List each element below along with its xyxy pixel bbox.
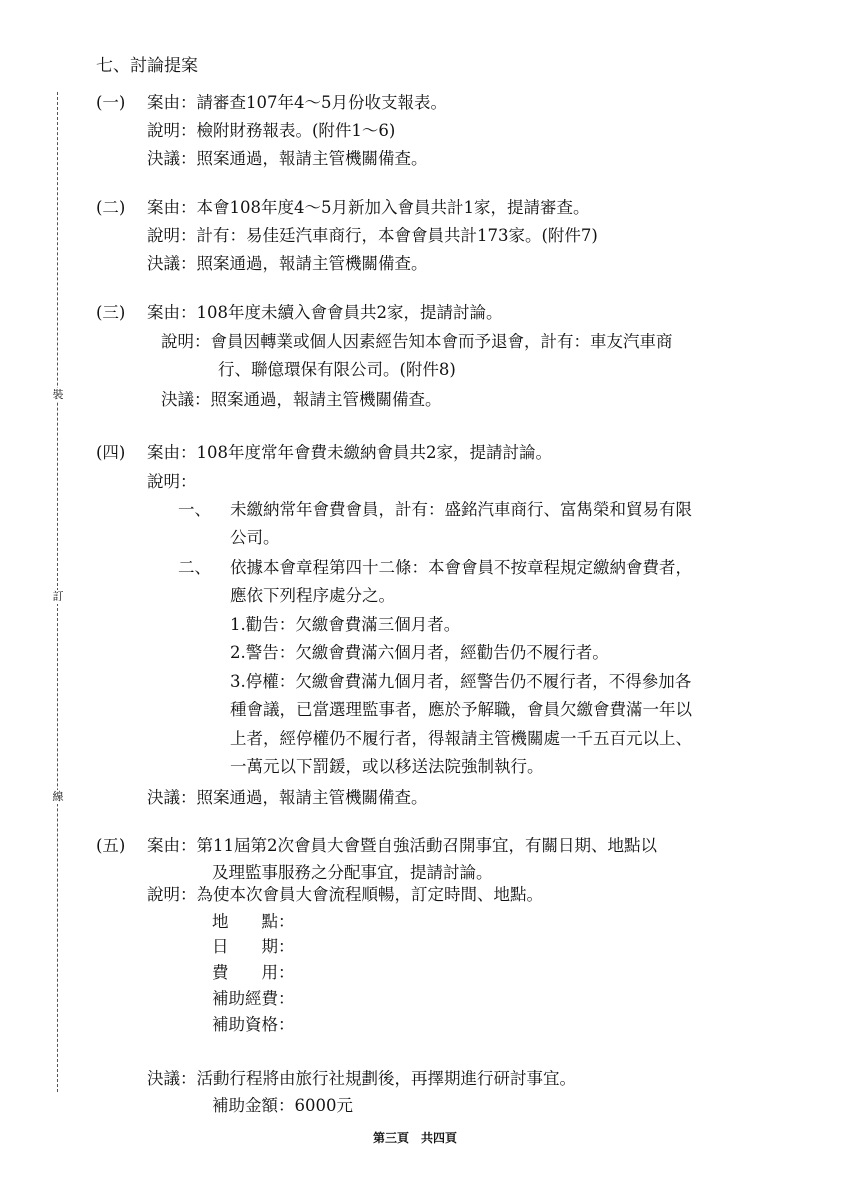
item-5-resolution: 決議：活動行程將由旅行社規劃後，再擇期進行研討事宜。	[147, 1069, 576, 1088]
item-4-sub-1-line-1: 未繳納常年會費會員，計有：盛銘汽車商行、富雋榮和貿易有限	[230, 500, 692, 519]
item-4-step-3-line-2: 種會議，已當選理監事者，應於予解職，會員欠繳會費滿一年以	[230, 700, 692, 719]
item-4-step-3-line-1: 3.停權：欠繳會費滿九個月者，經警告仍不履行者，不得參加各	[230, 672, 692, 691]
item-4-sub-2-label: 二、	[178, 558, 211, 577]
item-4-explain: 說明：	[147, 472, 197, 491]
item-4-number: (四)	[96, 443, 126, 462]
item-2-case: 案由：本會108年度4～5月新加入會員共計1家，提請審查。	[147, 198, 590, 217]
item-1-number: (一)	[96, 93, 126, 112]
item-4-step-2: 2.警告：欠繳會費滿六個月者，經勸告仍不履行者。	[230, 643, 609, 662]
section-title: 七、討論提案	[96, 56, 198, 76]
page-footer: 第三頁 共四頁	[373, 1131, 458, 1145]
item-4-case: 案由：108年度常年會費未繳納會員共2家，提請討論。	[147, 443, 552, 462]
item-5-field-date: 日 期：	[212, 937, 295, 956]
binding-mark-zhuang: 裝	[49, 388, 67, 402]
item-3-explain-line-2: 行、聯億環保有限公司。(附件8)	[218, 360, 456, 379]
item-5-field-qualification: 補助資格：	[212, 1015, 295, 1034]
item-5-case-line-1: 案由：第11屆第2次會員大會暨自強活動召開事宜，有關日期、地點以	[147, 836, 657, 855]
item-2-number: (二)	[96, 198, 126, 217]
item-3-explain-line-1: 說明：會員因轉業或個人因素經告知本會而予退會，計有：車友汽車商	[161, 332, 673, 351]
item-1-resolution: 決議：照案通過，報請主管機關備查。	[147, 149, 428, 168]
item-4-sub-2-line-1: 依據本會章程第四十二條：本會會員不按章程規定繳納會費者，	[230, 558, 692, 577]
binding-mark-xian: 線	[49, 790, 67, 804]
item-5-case-line-2: 及理監事服務之分配事宜，提請討論。	[212, 863, 493, 882]
item-5-explain: 說明：為使本次會員大會流程順暢，訂定時間、地點。	[147, 885, 543, 904]
item-4-step-3-line-4: 一萬元以下罰鍰，或以移送法院強制執行。	[230, 757, 544, 776]
item-3-resolution: 決議：照案通過，報請主管機關備查。	[161, 390, 442, 409]
item-2-explain: 說明：計有：易佳廷汽車商行，本會會員共計173家。(附件7)	[147, 226, 598, 245]
item-3-number: (三)	[96, 303, 126, 322]
item-3-case: 案由：108年度未續入會會員共2家，提請討論。	[147, 303, 503, 322]
binding-mark-ding: 訂	[49, 590, 67, 604]
item-4-step-1: 1.勸告：欠繳會費滿三個月者。	[230, 615, 461, 634]
item-4-sub-1-line-2: 公司。	[230, 528, 280, 547]
item-5-number: (五)	[96, 836, 126, 855]
item-4-step-3-line-3: 上者，經停權仍不履行者，得報請主管機關處一千五百元以上、	[230, 729, 692, 748]
item-5-field-subsidy: 補助經費：	[212, 989, 295, 1008]
item-1-explain: 說明：檢附財務報表。(附件1～6)	[147, 121, 396, 140]
item-4-resolution: 決議：照案通過，報請主管機關備查。	[147, 788, 428, 807]
item-2-resolution: 決議：照案通過，報請主管機關備查。	[147, 254, 428, 273]
item-5-field-place: 地 點：	[212, 912, 295, 931]
item-5-field-fee: 費 用：	[212, 963, 295, 982]
item-4-sub-1-label: 一、	[178, 500, 211, 519]
item-1-case: 案由：請審查107年4～5月份收支報表。	[147, 93, 447, 112]
item-5-subsidy-amount: 補助金額：6000元	[212, 1096, 353, 1115]
item-4-sub-2-line-2: 應依下列程序處分之。	[230, 586, 395, 605]
